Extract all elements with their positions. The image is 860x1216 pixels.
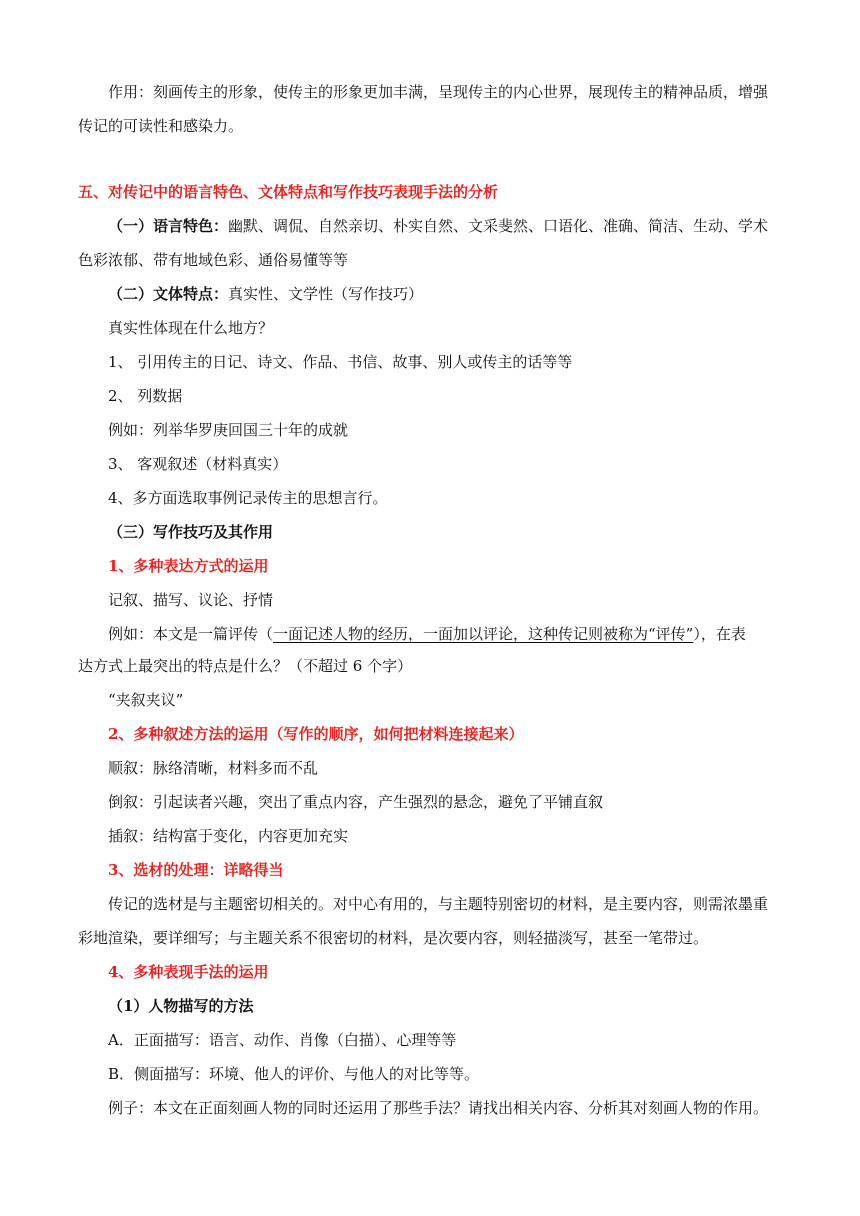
expression-methods-list: 记叙、描写、议论、抒情	[108, 591, 274, 609]
language-features-line2: 色彩浓郁、带有地域色彩、通俗易懂等等	[78, 251, 349, 269]
material-selection-line2: 彩地渲染，要详细写；与主题关系不很密切的材料，是次要内容，则轻描淡写，甚至一笔带过。	[78, 929, 709, 947]
techniques-heading: 4、多种表现手法的运用	[108, 963, 269, 981]
narration-methods-heading: 2、多种叙述方法的运用（写作的顺序，如何把材料连接起来）	[108, 725, 524, 743]
truth-item-2: 2、 列数据	[108, 387, 183, 405]
direct-description: A．正面描写：语言、动作、肖像（白描）、心理等等	[108, 1031, 457, 1049]
truth-item-1: 1、 引用传主的日记、诗文、作品、书信、故事、别人或传主的话等等	[108, 353, 573, 371]
expression-answer: “夹叙夹议”	[108, 691, 184, 709]
indirect-description: B．侧面描写：环境、他人的评价、与他人的对比等等。	[108, 1065, 480, 1083]
truth-question: 真实性体现在什么地方？	[108, 319, 274, 337]
narration-dao: 倒叙：引起读者兴趣，突出了重点内容，产生强烈的悬念，避免了平铺直叙	[108, 793, 604, 811]
style-features-text: 真实性、文学性（写作技巧）	[228, 285, 424, 303]
expression-methods-heading: 1、多种表达方式的运用	[108, 557, 269, 575]
paragraph-effect-line1: 作用：刻画传主的形象，使传主的形象更加丰满，呈现传主的内心世界，展现传主的精神品质，增强	[108, 83, 769, 101]
style-features-line	[108, 284, 786, 304]
language-features-text: 幽默、调侃、自然亲切、朴实自然、文采斐然、口语化、准确、简洁、生动、学术	[228, 217, 769, 235]
section-five-heading: 五、对传记中的语言特色、文体特点和写作技巧表现手法的分析	[78, 183, 499, 201]
truth-item-3: 3、 客观叙述（材料真实）	[108, 455, 288, 473]
narration-shun: 顺叙：脉络清晰，材料多而不乱	[108, 759, 319, 777]
narration-cha: 插叙：结构富于变化，内容更加充实	[108, 827, 349, 845]
expression-example-line1	[108, 624, 786, 644]
style-features-label: （二）文体特点：	[108, 285, 229, 303]
language-features-line1	[108, 216, 786, 236]
expression-example-prefix: 例如：本文是一篇评传（	[108, 625, 274, 643]
language-features-label: （一）语言特色：	[108, 217, 229, 235]
expression-example-line2: 达方式上最突出的特点是什么？（不超过 6 个字）	[78, 657, 413, 675]
character-description-heading: （1）人物描写的方法	[108, 997, 254, 1015]
truth-item-4: 4、多方面选取事例记录传主的思想言行。	[108, 489, 388, 507]
techniques-example: 例子：本文在正面刻画人物的同时还运用了那些手法？请找出相关内容、分析其对刻画人物的作用。	[108, 1099, 769, 1117]
expression-example-suffix: ），在表	[693, 625, 746, 643]
paragraph-effect-line2: 传记的可读性和感染力。	[78, 117, 244, 135]
material-selection-line1: 传记的选材是与主题密切相关的。对中心有用的，与主题特别密切的材料，是主要内容，则需浓墨重	[108, 895, 769, 913]
truth-example: 例如：列举华罗庚回国三十年的成就	[108, 421, 349, 439]
expression-example-underlined: 一面记述人物的经历，一面加以评论，这种传记则被称为“评传”	[273, 625, 694, 643]
writing-skills-heading: （三）写作技巧及其作用	[108, 523, 274, 541]
material-selection-heading: 3、选材的处理：详略得当	[108, 861, 284, 879]
